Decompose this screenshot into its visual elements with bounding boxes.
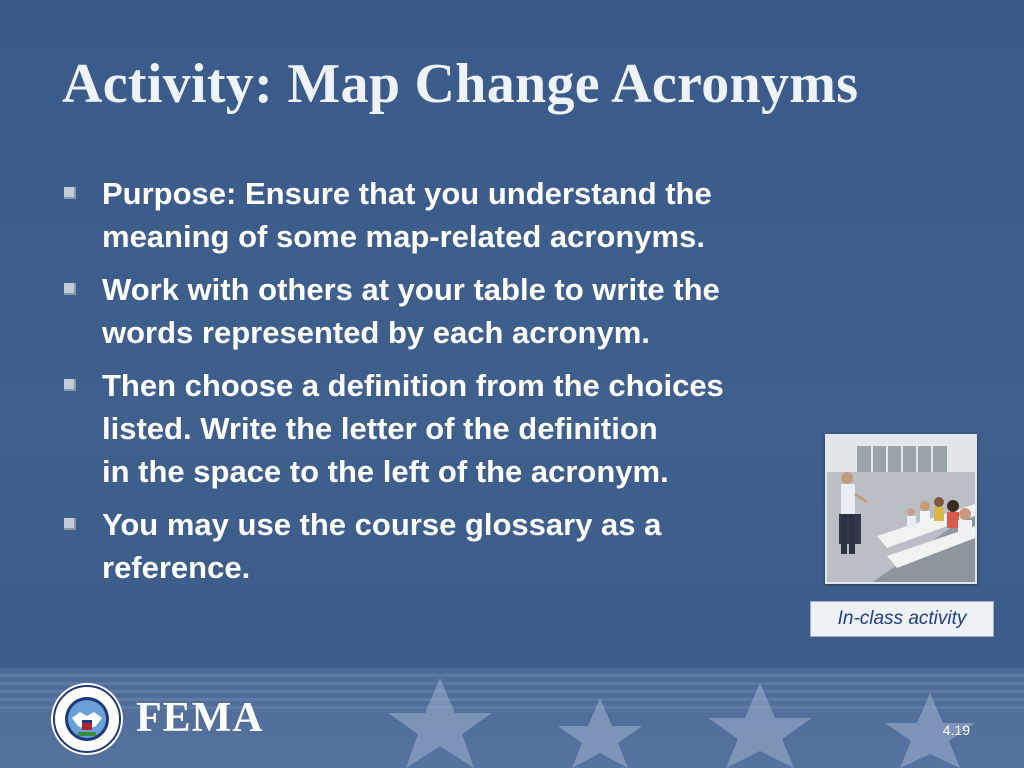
bullet-text-line: listed. Write the letter of the definition [102, 411, 658, 446]
square-bullet-icon [64, 187, 76, 199]
photo-caption: In-class activity [810, 601, 994, 637]
square-bullet-icon [64, 518, 76, 530]
bullet-text-line: reference. [102, 550, 251, 585]
bullet-choose-definition [64, 364, 864, 493]
bullet-text-line: Purpose: Ensure that you understand the [102, 176, 712, 211]
square-bullet-icon [64, 283, 76, 295]
bullet-list [64, 172, 864, 599]
bullet-text-line: meaning of some map-related acronyms. [102, 219, 705, 254]
bullet-work-with-others [64, 268, 864, 354]
page-number: 4.19 [942, 722, 970, 738]
square-bullet-icon [64, 379, 76, 391]
bullet-text-line: Work with others at your table to write the [102, 272, 720, 307]
slide-title: Activity: Map Change Acronyms [62, 53, 859, 115]
bullet-text-line: Then choose a definition from the choices [102, 368, 724, 403]
classroom-photo [825, 434, 977, 584]
bullet-purpose [64, 172, 864, 258]
dhs-seal-icon [50, 682, 124, 756]
bullet-glossary [64, 503, 864, 589]
bullet-text-line: You may use the course glossary as a [102, 507, 662, 542]
bullet-text-line: in the space to the left of the acronym. [102, 454, 669, 489]
fema-logo-text: FEMA [136, 695, 264, 741]
bullet-text-line: words represented by each acronym. [102, 315, 650, 350]
